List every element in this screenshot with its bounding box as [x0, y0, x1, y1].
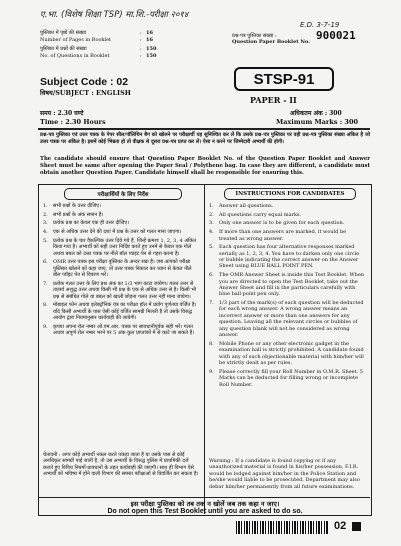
instructions-en-title: INSTRUCTIONS FOR CANDIDATES — [235, 191, 345, 197]
time-en: Time : 2.30 Hours — [40, 118, 106, 126]
list-item: 2. All questions carry equal marks. — [209, 211, 302, 218]
barcode — [236, 521, 328, 534]
list-item: 1. Answer all questions. — [209, 203, 274, 209]
list-item: 8. मोबाइल फोन अथवा इलेक्ट्रॉनिक यंत्र का परीक्षा हॉल में प्रयोग पूर्णतया वर्जित है। यदि किसी अभ्यर्थी के पास ऐसी कोई वर्जित सामग्री मिलती है तो उसके विरुद्ध आयोग द्वारा नियमानुसार कार्यवाही की जायेगी। — [43, 302, 197, 322]
instructions-hi-list — [43, 203, 199, 339]
instructions-hi-title: परीक्षार्थियों के लिए निर्देश — [97, 192, 149, 198]
list-item: 1. सभी प्रश्नों के उत्तर दीजिए। — [43, 203, 101, 209]
list-item: 6. OMR उत्तर पत्रक इस परीक्षा पुस्तिका के अन्दर रखा है। जब आपको परीक्षा पुस्तिका खोलने को कहा जाए, तो उत्तर पत्रक निकाल कर ध्यान से केवल नीले बॉल प्वॉइंट पेन से विवरण भरें। — [43, 259, 192, 279]
pages-value: 16 — [146, 30, 153, 36]
list-item: 4. If more than one answers are marked, it would be treated as wrong answer. — [209, 229, 347, 242]
list-item: 8. Mobile Phone or any other electronic gadget in the examination hall is strictly prohibited. A candidate found with any of such objectionable material with him/her will be strictly dealt as per rules. — [209, 340, 364, 367]
questions-label-hi: पुस्तिका में प्रश्नों की संख्या — [40, 45, 87, 52]
time-hi: समय : 2.30 घण्टे — [40, 110, 84, 117]
booklet-number: 900021 — [316, 29, 356, 42]
footer-divider-top — [38, 497, 370, 498]
pages-label-hi: पुस्तिका में पृष्ठों की संख्या — [40, 30, 87, 36]
questions-value-en: 150 — [146, 53, 157, 60]
intro-english: The candidate should ensure that Question Paper Booklet No. of the Question Paper Booklet and Answer Sheet must be same after opening the Paper Seal / Polythene bag. In case they are different, a candidate must obtain another Question Paper. Candidate himself shall be responsible for ensuring this. — [40, 156, 370, 176]
list-item: 7. 1/3 part of the mark(s) of each question will be deducted for each wrong answer. A wrong answer means an incorrect answer or more than one answers for any question. Leaving all the relevant circles or bubbles of any question blank will not be considered as wrong answer. — [209, 300, 364, 339]
booklet-no-block — [232, 33, 312, 46]
paper-code-text: STSP-91 — [253, 70, 315, 88]
list-item: 4. एक से अधिक उत्तर देने की दशा में प्रश्न के उत्तर को गलत माना जाएगा। — [43, 229, 182, 236]
list-item: 7. प्रत्येक गलत उत्तर के लिए प्रश्न अंक का 1/3 भाग काटा जायेगा। गलत उत्तर से तात्पर्य अशुद्ध उत्तर अथवा किसी भी प्रश्न के एक से अधिक उत्तर से है। किसी भी प्रश्न से संबंधित गोले या बबल को खाली छोड़ना गलत उत्तर नहीं माना जायेगा। — [43, 280, 197, 300]
header-divider — [38, 128, 370, 130]
instructions-divider — [204, 184, 205, 514]
instructions-hi-title-box — [64, 188, 182, 200]
instructions-en-title-box — [224, 188, 356, 200]
list-item: 9. कृपया अपना रोल नम्बर ओ.एम.आर. पत्रक पर सावधानीपूर्वक सही भरें। गलत अथवा अपूर्ण रोल नम्बर भरने पर 5 अंक कुल प्राप्तांकों में से काटे जा सकते हैं। — [43, 323, 195, 337]
list-item: 6. The OMR Answer Sheet is inside this Test Booklet. When you are directed to open the Test Booklet, take out the Answer Sheet and fill in the particulars carefully with blue ball point pen only. — [209, 272, 365, 298]
subject-code: Subject Code : 02 — [40, 76, 129, 88]
questions-value: 150 — [146, 45, 157, 52]
list-item: 3. प्रत्येक प्रश्न का केवल एक ही उत्तर दीजिए। — [43, 220, 130, 227]
instructions-en-list — [209, 203, 366, 390]
paper-code-badge — [234, 67, 334, 91]
questions-label-en: No. of Questions in Booklet — [40, 53, 110, 60]
paper-number: PAPER - II — [250, 95, 297, 105]
marks-hi: अधिकतम अंक : 300 — [290, 110, 342, 117]
booklet-label-hi: प्रश्न-पत्र पुस्तिका संख्या : — [232, 33, 277, 39]
subject-name: विषय/SUBJECT : ENGLISH — [40, 89, 131, 97]
counts-block: पुस्तिका में पृष्ठों की संख्या : 16 Number of Pages in Booklet : 16 पुस्तिका में प्रश्नों की संख्या : 150 No. of Questions in Booklet : 150 — [40, 30, 157, 60]
footer-english: Do not open this Test Booklet until you are asked to do so. — [107, 508, 303, 515]
list-item: 3. Only one answer is to be given for each question. — [209, 220, 345, 227]
pages-value-en: 16 — [146, 37, 153, 44]
footer-hindi: इस परीक्षा पुस्तिका को तब तक न खोलें जब तक कहा न जाए। — [130, 500, 280, 508]
list-item: 2. सभी प्रश्नों के अंक समान हैं। — [43, 211, 104, 218]
warning-english: Warning : If a candidate is found copying or if any unauthorized material is found in his/her possession, F.I.R. would be lodged against him/her in the Police Station and he/she would liable to be prosecuted. Department may also debar him/her permanently from all future examinations. — [209, 458, 360, 490]
intro-hindi: प्रश्न-पत्र पुस्तिका एवं उत्तर पत्रक के पेपर सील/पॉलिथिन बैग को खोलने पर परीक्षार्थी यह सुनिश्चित कर लें कि उसके प्रश्न-पत्र पुस्तिका पर वही प्रश्न-पत्र पुस्तिका संख्या अंकित है जो उत्तर पत्रक पर अंकित है। इसमें कोई भिन्नता हो तो वीक्षक से दूसरा प्रश्न-पत्र प्राप्त कर लें। ऐसा न करने पर जिम्मेदारी अभ्यर्थी की होगी। — [40, 132, 370, 145]
list-item: 9. Please correctly fill your Roll Number in O.M.R. Sheet. 5 Marks can be deducted for filling wrong or incomplete Roll Number. — [209, 368, 363, 388]
marks-en: Maximum Marks : 300 — [276, 118, 358, 126]
footer-code: 02 — [334, 520, 347, 532]
warning-hindi: चेतावनी : अगर कोई अभ्यर्थी नकल करते पकड़ा जाता है या उसके पास से कोई अनधिकृत सामग्री पाई जाती है, तो उस अभ्यर्थी के विरुद्ध पुलिस में प्राथमिकी दर्ज कराते हुए विविध नियमों-प्रावधानों के तहत कार्यवाही की जाएगी। साथ ही विभाग ऐसे अभ्यर्थी को भविष्य में होने वाली विभाग की समस्त परीक्षाओं से विवर्जित कर सकता है। — [43, 452, 199, 478]
handwritten-note: ए.भा. (विशेष शिक्षा TSP) मा.शि.-परीक्षा २०१४ — [40, 10, 189, 20]
list-item: 5. Each question has four alternative responses marked serially as 1, 2, 3, 4. You have to darken only one circle or bubble indicating the correct answer on the Answer Sheet using BLUE BALL POINT PEN. — [209, 244, 360, 270]
pages-label-en: Number of Pages in Booklet — [40, 37, 112, 44]
list-item: 5. प्रत्येक प्रश्न के चार वैकल्पिक उत्तर दिये गये हैं, जिन्हें क्रमशः 1, 2, 3, 4 अंकित किया गया है। अभ्यर्थी को सही उत्तर निर्दिष्ट करते हुए उनमें से केवल एक गोले अथवा बबल को उत्तर पत्रक पर नीले बॉल प्वाइंट पेन से गहरा करना है। — [43, 237, 197, 257]
handwritten-date: E.D. 3-7-19 — [300, 21, 340, 29]
booklet-label-en: Question Paper Booklet No. — [232, 39, 310, 46]
footer-marker — [352, 522, 361, 531]
